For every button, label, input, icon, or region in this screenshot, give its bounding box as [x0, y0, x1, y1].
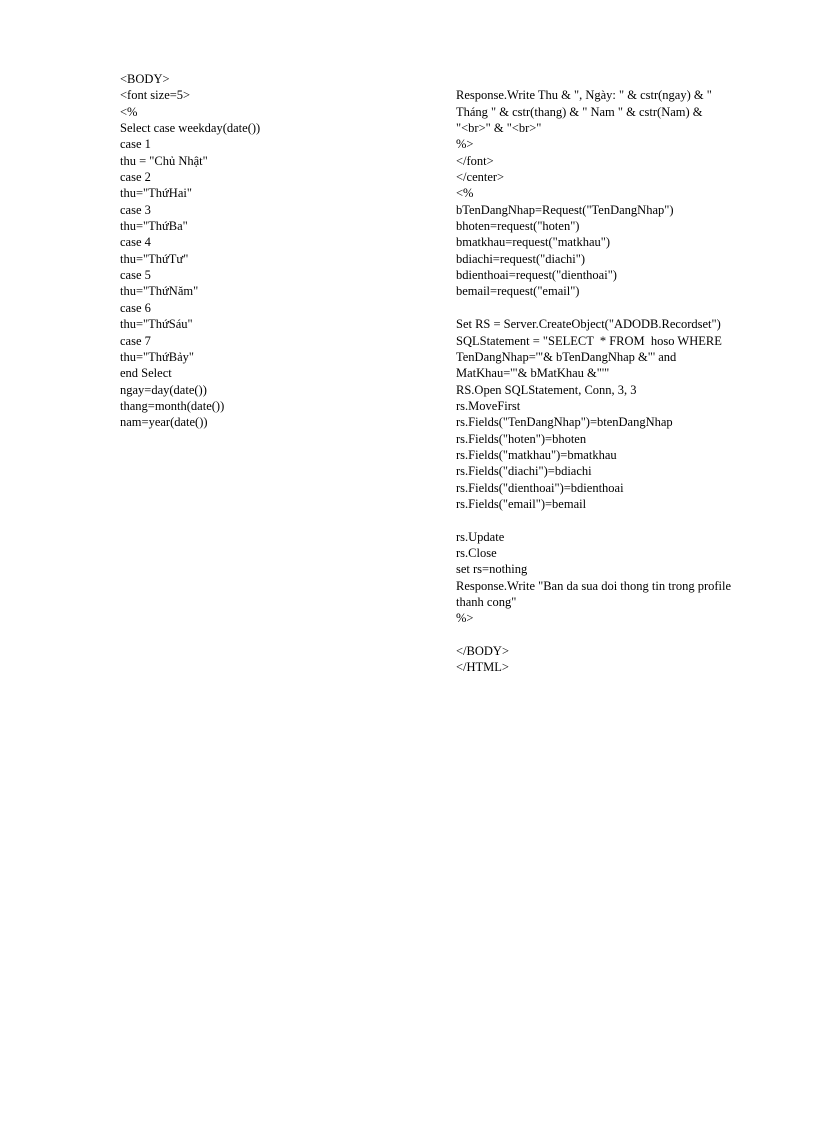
code-line: thang=month(date()) [120, 398, 225, 413]
code-line: Response.Write "Ban da sua doi thong tin trong profile [456, 578, 732, 593]
code-line [456, 71, 756, 87]
code-line: </center> [456, 170, 505, 185]
code-line: case 1 [120, 137, 151, 152]
code-line: TenDangNhap='"& bTenDangNhap &"' and [456, 349, 677, 364]
code-line: case 5 [120, 268, 151, 283]
code-line: rs.Fields("diachi")=bdiachi [456, 464, 592, 479]
code-line: <% [456, 186, 474, 201]
code-line: rs.MoveFirst [456, 398, 521, 413]
code-line: Set RS = Server.CreateObject("ADODB.Recordset") [456, 317, 721, 332]
code-line: SQLStatement = "SELECT * FROM hoso WHERE [456, 333, 722, 348]
code-line: rs.Fields("hoten")=bhoten [456, 431, 587, 446]
code-line: thu="ThứBảy" [120, 349, 195, 364]
code-line: </BODY> [456, 644, 509, 659]
code-line: rs.Fields("dienthoai")=bdienthoai [456, 480, 624, 495]
code-line: thu="ThứHai" [120, 186, 192, 201]
code-line: case 4 [120, 235, 151, 250]
code-line: end Select [120, 366, 172, 381]
code-line: bTenDangNhap=Request("TenDangNhap") [456, 202, 674, 217]
code-line: bdiachi=request("diachi") [456, 251, 586, 266]
code-line: </font> [456, 153, 494, 168]
code-line: ngay=day(date()) [120, 382, 207, 397]
code-line: case 3 [120, 202, 151, 217]
code-line: case 6 [120, 300, 151, 315]
code-line: Select case weekday(date()) [120, 121, 261, 136]
code-line: thu="ThứSáu" [120, 317, 193, 332]
code-line: %> [456, 137, 474, 152]
code-line [456, 512, 756, 528]
code-line: <BODY> [120, 72, 170, 86]
code-line [456, 300, 756, 316]
code-line: thu="ThứNăm" [120, 284, 199, 299]
code-line: rs.Update [456, 529, 505, 544]
code-line: thu = "Chủ Nhật" [120, 153, 208, 168]
code-line: rs.Fields("email")=bemail [456, 496, 587, 511]
code-column-left [120, 71, 420, 431]
code-line: RS.Open SQLStatement, Conn, 3, 3 [456, 382, 637, 397]
code-line [456, 627, 756, 643]
code-line: thu="ThứBa" [120, 219, 188, 234]
code-line: rs.Fields("TenDangNhap")=btenDangNhap [456, 415, 673, 430]
code-line: bmatkhau=request("matkhau") [456, 235, 611, 250]
code-line: </HTML> [456, 660, 509, 675]
code-line: MatKhau='"& bMatKhau &"'" [456, 366, 610, 381]
code-line: thanh cong" [456, 595, 517, 609]
code-line: Response.Write Thu & ", Ngày: " & cstr(ngay) & " [456, 88, 712, 103]
code-line: thu="ThứTư" [120, 251, 189, 266]
code-line: case 7 [120, 333, 151, 348]
code-line: rs.Fields("matkhau")=bmatkhau [456, 447, 617, 462]
code-line: bhoten=request("hoten") [456, 219, 580, 234]
code-line: rs.Close [456, 545, 497, 560]
code-line: set rs=nothing [456, 562, 528, 577]
code-line: "<br>" & "<br>" [456, 121, 542, 136]
code-line: bemail=request("email") [456, 284, 580, 299]
code-line: %> [456, 611, 474, 626]
code-line: Tháng " & cstr(thang) & " Nam " & cstr(Nam) & [456, 104, 703, 119]
code-line: <font size=5> [120, 88, 191, 103]
code-line: bdienthoai=request("dienthoai") [456, 268, 617, 283]
code-column-right [456, 71, 756, 676]
code-line: case 2 [120, 170, 151, 185]
code-line: nam=year(date()) [120, 415, 208, 430]
code-line: <% [120, 104, 138, 119]
